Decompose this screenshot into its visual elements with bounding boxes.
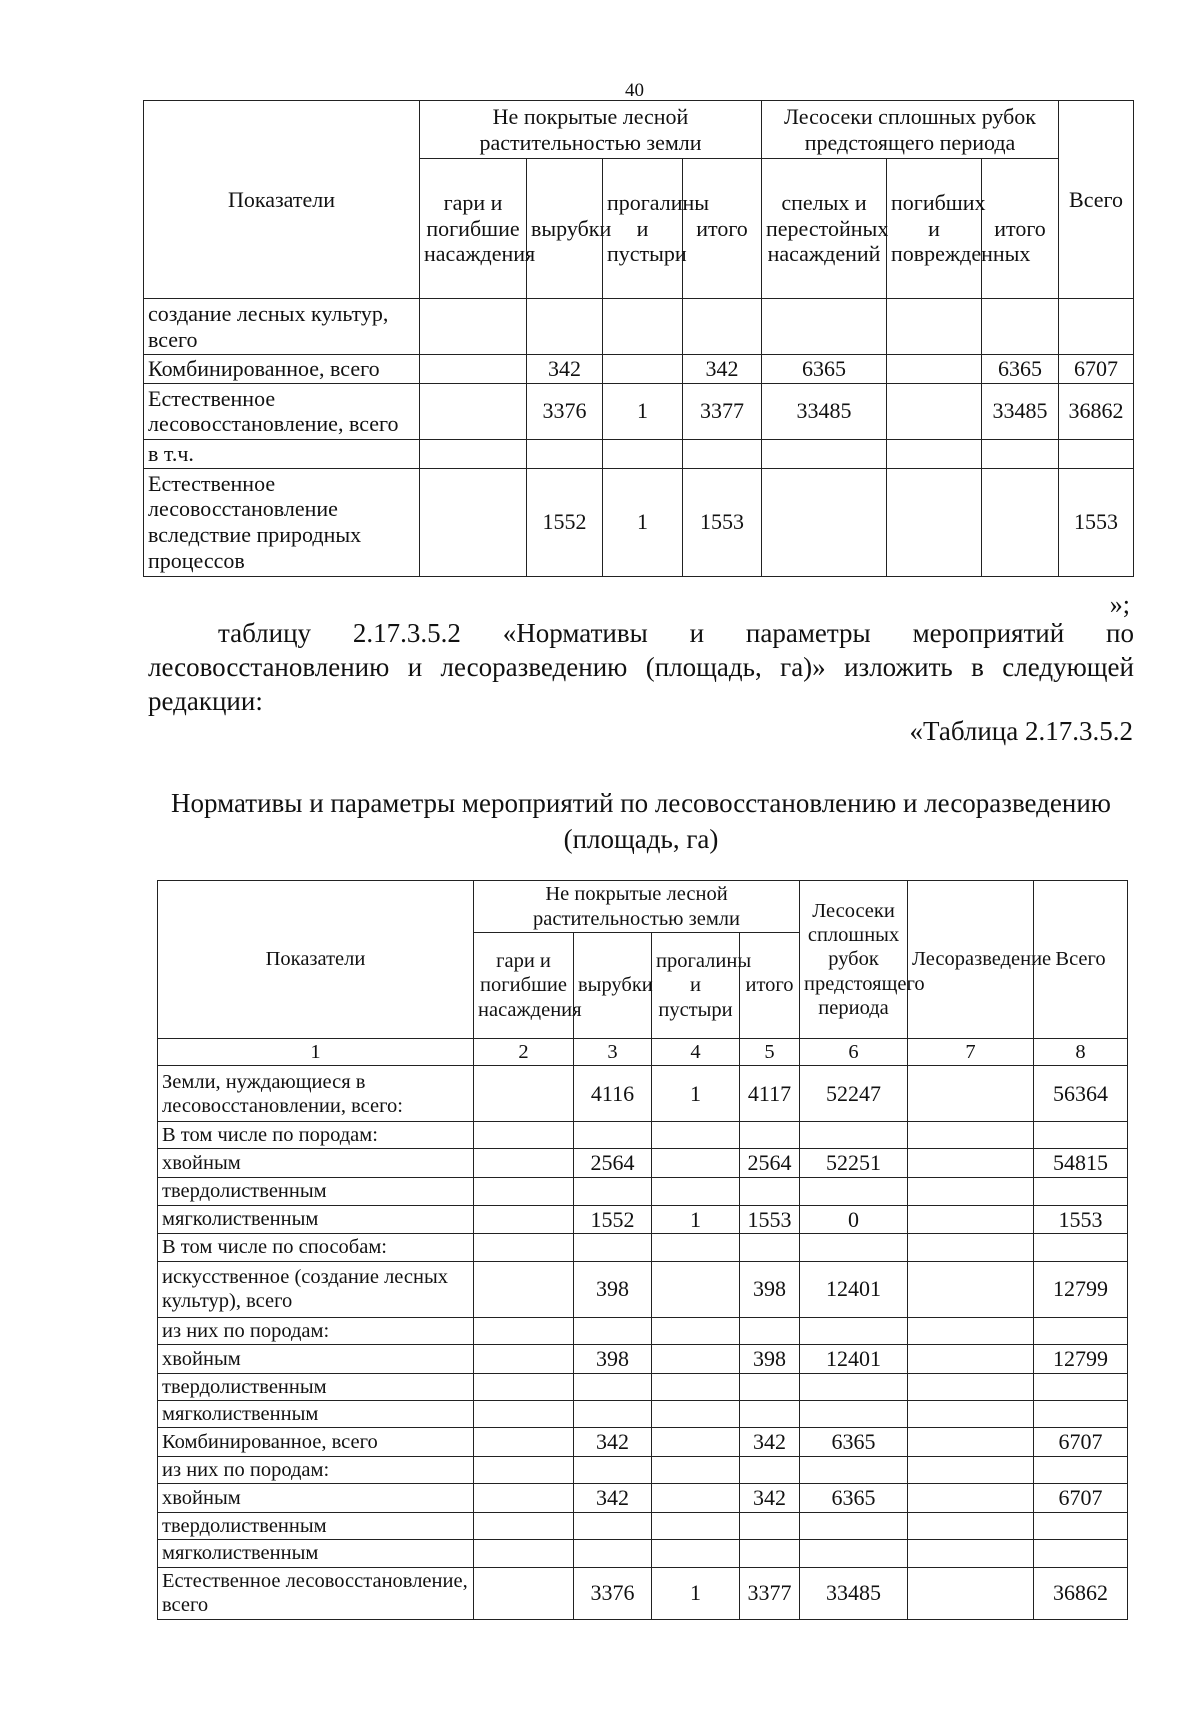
table-row bbox=[158, 1567, 1128, 1619]
cell-glades: 1 bbox=[652, 1205, 740, 1234]
cell-burns bbox=[474, 1484, 574, 1513]
cell-subtotal bbox=[740, 1513, 800, 1540]
cell-total: 36862 bbox=[1034, 1567, 1128, 1619]
cell-burns bbox=[420, 383, 527, 439]
t1-header-uncovered: Не покрытые лесной растительностью земли bbox=[420, 101, 762, 159]
table-title-line-2: (площадь, га) bbox=[563, 824, 719, 854]
row-label: твердолиственным bbox=[158, 1513, 474, 1540]
cell-glades bbox=[652, 1400, 740, 1427]
row-label: хвойным bbox=[158, 1484, 474, 1513]
cell-afforestation bbox=[908, 1540, 1034, 1567]
cell-burns bbox=[474, 1234, 574, 1261]
table-row bbox=[158, 1540, 1128, 1567]
table-row bbox=[158, 1317, 1128, 1344]
cell-afforestation bbox=[908, 1205, 1034, 1234]
row-label: В том числе по породам: bbox=[158, 1122, 474, 1149]
table-row bbox=[158, 1344, 1128, 1373]
table-row bbox=[158, 1400, 1128, 1427]
col-number: 3 bbox=[574, 1039, 652, 1066]
cell-subtotal2 bbox=[982, 468, 1059, 576]
cell-subtotal bbox=[740, 1540, 800, 1567]
cell-subtotal1: 1553 bbox=[683, 468, 762, 576]
t1-header-subtotal2: итого bbox=[982, 159, 1059, 299]
table-row bbox=[158, 1261, 1128, 1317]
row-label: создание лесных культур, всего bbox=[144, 299, 420, 355]
cell-total bbox=[1034, 1178, 1128, 1205]
cell-glades bbox=[652, 1234, 740, 1261]
cell-total bbox=[1034, 1373, 1128, 1400]
cell-glades bbox=[652, 1484, 740, 1513]
cell-total: 6707 bbox=[1059, 355, 1134, 384]
cell-subtotal: 3377 bbox=[740, 1567, 800, 1619]
row-label: хвойным bbox=[158, 1149, 474, 1178]
cell-cuttings bbox=[574, 1400, 652, 1427]
cell-glades: 1 bbox=[652, 1066, 740, 1122]
cell-glades bbox=[652, 1428, 740, 1457]
cell-felling: 6365 bbox=[800, 1428, 908, 1457]
cell-burns bbox=[474, 1400, 574, 1427]
table-row bbox=[144, 299, 1134, 355]
t1-header-total: Всего bbox=[1059, 101, 1134, 299]
cell-glades bbox=[652, 1457, 740, 1484]
table-title bbox=[148, 785, 1134, 857]
cell-subtotal: 342 bbox=[740, 1484, 800, 1513]
cell-glades bbox=[652, 1317, 740, 1344]
row-label: В том числе по способам: bbox=[158, 1234, 474, 1261]
column-numbers-row bbox=[158, 1039, 1128, 1066]
cell-felling bbox=[800, 1540, 908, 1567]
t1-header-indicators: Показатели bbox=[144, 101, 420, 299]
cell-subtotal2 bbox=[982, 439, 1059, 468]
cell-afforestation bbox=[908, 1122, 1034, 1149]
paragraph-line-2: лесовосстановлению и лесоразведению (площадь, га)» изложить в следующей редакции: bbox=[148, 652, 1134, 716]
row-label: Комбинированное, всего bbox=[158, 1428, 474, 1457]
cell-afforestation bbox=[908, 1149, 1034, 1178]
cell-afforestation bbox=[908, 1400, 1034, 1427]
cell-cuttings bbox=[574, 1317, 652, 1344]
cell-total: 1553 bbox=[1034, 1205, 1128, 1234]
row-label: в т.ч. bbox=[144, 439, 420, 468]
cell-glades bbox=[652, 1149, 740, 1178]
cell-burns bbox=[474, 1261, 574, 1317]
cell-felling bbox=[800, 1234, 908, 1261]
t2-header-glades: прогалины и пустыри bbox=[652, 933, 740, 1039]
cell-cuttings bbox=[527, 439, 603, 468]
cell-subtotal: 4117 bbox=[740, 1066, 800, 1122]
cell-afforestation bbox=[908, 1261, 1034, 1317]
row-label: Естественное лесовосстановление, всего bbox=[144, 383, 420, 439]
cell-subtotal2 bbox=[982, 299, 1059, 355]
t2-header-burns: гари и погибшие насаждения bbox=[474, 933, 574, 1039]
cell-dead bbox=[887, 439, 982, 468]
cell-cuttings bbox=[574, 1540, 652, 1567]
cell-cuttings bbox=[574, 1513, 652, 1540]
row-label: Земли, нуждающиеся в лесовосстановлении, всего: bbox=[158, 1066, 474, 1122]
cell-total bbox=[1059, 439, 1134, 468]
col-number: 4 bbox=[652, 1039, 740, 1066]
t2-header-cuttings: вырубки bbox=[574, 933, 652, 1039]
table-row bbox=[158, 1428, 1128, 1457]
cell-cuttings: 342 bbox=[527, 355, 603, 384]
cell-afforestation bbox=[908, 1344, 1034, 1373]
cell-total: 54815 bbox=[1034, 1149, 1128, 1178]
cell-dead bbox=[887, 355, 982, 384]
cell-subtotal bbox=[740, 1457, 800, 1484]
cell-total bbox=[1034, 1513, 1128, 1540]
t2-header-indicators: Показатели bbox=[158, 881, 474, 1039]
table-row bbox=[158, 1484, 1128, 1513]
cell-cuttings: 342 bbox=[574, 1428, 652, 1457]
cell-felling bbox=[800, 1178, 908, 1205]
cell-felling bbox=[800, 1373, 908, 1400]
cell-total: 56364 bbox=[1034, 1066, 1128, 1122]
cell-subtotal2: 33485 bbox=[982, 383, 1059, 439]
table-row bbox=[158, 1457, 1128, 1484]
cell-felling: 0 bbox=[800, 1205, 908, 1234]
t1-header-glades: прогалины и пустыри bbox=[603, 159, 683, 299]
table-row bbox=[158, 1066, 1128, 1122]
cell-glades bbox=[603, 355, 683, 384]
table-row bbox=[144, 439, 1134, 468]
page-number: 40 bbox=[625, 80, 644, 101]
cell-total: 6707 bbox=[1034, 1484, 1128, 1513]
cell-burns bbox=[474, 1513, 574, 1540]
table-row bbox=[158, 1178, 1128, 1205]
row-label: из них по породам: bbox=[158, 1457, 474, 1484]
amendment-paragraph bbox=[148, 616, 1134, 718]
cell-cuttings: 1552 bbox=[574, 1205, 652, 1234]
cell-burns bbox=[420, 439, 527, 468]
cell-glades: 1 bbox=[603, 383, 683, 439]
cell-glades bbox=[652, 1122, 740, 1149]
cell-burns bbox=[474, 1457, 574, 1484]
row-label: хвойным bbox=[158, 1344, 474, 1373]
cell-mature bbox=[762, 439, 887, 468]
cell-subtotal: 1553 bbox=[740, 1205, 800, 1234]
t2-header-felling: Лесосеки сплошных рубок предстоящего периода bbox=[800, 881, 908, 1039]
cell-felling: 52247 bbox=[800, 1066, 908, 1122]
t1-header-dead: погибших и поврежденных bbox=[887, 159, 982, 299]
table-row bbox=[158, 1373, 1128, 1400]
table-row bbox=[158, 1205, 1128, 1234]
table-2 bbox=[157, 880, 1128, 1620]
cell-glades: 1 bbox=[603, 468, 683, 576]
table-row bbox=[144, 383, 1134, 439]
cell-felling bbox=[800, 1457, 908, 1484]
paragraph-line-1: таблицу 2.17.3.5.2 «Нормативы и параметры мероприятий по bbox=[218, 618, 1134, 648]
cell-total bbox=[1034, 1317, 1128, 1344]
row-label: твердолиственным bbox=[158, 1373, 474, 1400]
cell-felling: 12401 bbox=[800, 1344, 908, 1373]
cell-felling bbox=[800, 1513, 908, 1540]
cell-subtotal: 398 bbox=[740, 1344, 800, 1373]
cell-afforestation bbox=[908, 1066, 1034, 1122]
cell-mature: 33485 bbox=[762, 383, 887, 439]
cell-afforestation bbox=[908, 1373, 1034, 1400]
cell-afforestation bbox=[908, 1234, 1034, 1261]
col-number: 8 bbox=[1034, 1039, 1128, 1066]
cell-subtotal: 2564 bbox=[740, 1149, 800, 1178]
cell-total: 6707 bbox=[1034, 1428, 1128, 1457]
cell-cuttings bbox=[574, 1457, 652, 1484]
row-label: искусственное (создание лесных культур), всего bbox=[158, 1261, 474, 1317]
cell-burns bbox=[474, 1149, 574, 1178]
table-title-line-1: Нормативы и параметры мероприятий по лесовосстановлению и лесоразведению bbox=[171, 788, 1111, 818]
cell-burns bbox=[474, 1540, 574, 1567]
cell-felling: 52251 bbox=[800, 1149, 908, 1178]
table-row bbox=[158, 1149, 1128, 1178]
cell-subtotal1 bbox=[683, 439, 762, 468]
cell-burns bbox=[474, 1317, 574, 1344]
cell-burns bbox=[474, 1428, 574, 1457]
cell-total bbox=[1034, 1457, 1128, 1484]
cell-cuttings: 398 bbox=[574, 1261, 652, 1317]
cell-burns bbox=[474, 1344, 574, 1373]
cell-burns bbox=[420, 355, 527, 384]
cell-cuttings: 2564 bbox=[574, 1149, 652, 1178]
cell-felling: 6365 bbox=[800, 1484, 908, 1513]
cell-burns bbox=[420, 299, 527, 355]
cell-subtotal: 398 bbox=[740, 1261, 800, 1317]
cell-cuttings: 342 bbox=[574, 1484, 652, 1513]
col-number: 1 bbox=[158, 1039, 474, 1066]
cell-cuttings bbox=[574, 1122, 652, 1149]
cell-glades bbox=[652, 1344, 740, 1373]
cell-cuttings: 3376 bbox=[574, 1567, 652, 1619]
t1-header-subtotal1: итого bbox=[683, 159, 762, 299]
table-1 bbox=[143, 100, 1134, 577]
t2-header-total: Всего bbox=[1034, 881, 1128, 1039]
cell-burns bbox=[474, 1066, 574, 1122]
cell-subtotal2: 6365 bbox=[982, 355, 1059, 384]
cell-glades bbox=[603, 439, 683, 468]
cell-total: 12799 bbox=[1034, 1261, 1128, 1317]
row-label: из них по породам: bbox=[158, 1317, 474, 1344]
table-row bbox=[144, 355, 1134, 384]
t2-header-afforestation: Лесоразведение bbox=[908, 881, 1034, 1039]
cell-subtotal bbox=[740, 1122, 800, 1149]
row-label: мягколиственным bbox=[158, 1400, 474, 1427]
row-label: Естественное лесовосстановление вследствие природных процессов bbox=[144, 468, 420, 576]
cell-cuttings bbox=[527, 299, 603, 355]
cell-burns bbox=[474, 1122, 574, 1149]
row-label: Комбинированное, всего bbox=[144, 355, 420, 384]
cell-total bbox=[1034, 1234, 1128, 1261]
cell-burns bbox=[474, 1205, 574, 1234]
table-row bbox=[158, 1122, 1128, 1149]
col-number: 5 bbox=[740, 1039, 800, 1066]
t1-header-mature: спелых и перестойных насаждений bbox=[762, 159, 887, 299]
cell-total bbox=[1059, 299, 1134, 355]
col-number: 2 bbox=[474, 1039, 574, 1066]
cell-felling bbox=[800, 1317, 908, 1344]
cell-burns bbox=[474, 1567, 574, 1619]
cell-mature bbox=[762, 468, 887, 576]
cell-cuttings: 398 bbox=[574, 1344, 652, 1373]
t2-header-uncovered: Не покрытые лесной растительностью земли bbox=[474, 881, 800, 933]
row-label: мягколиственным bbox=[158, 1205, 474, 1234]
cell-afforestation bbox=[908, 1428, 1034, 1457]
cell-subtotal: 342 bbox=[740, 1428, 800, 1457]
cell-afforestation bbox=[908, 1484, 1034, 1513]
cell-glades: 1 bbox=[652, 1567, 740, 1619]
table-row bbox=[144, 468, 1134, 576]
cell-cuttings: 3376 bbox=[527, 383, 603, 439]
cell-subtotal bbox=[740, 1178, 800, 1205]
cell-total bbox=[1034, 1122, 1128, 1149]
cell-glades bbox=[652, 1513, 740, 1540]
table-2-body bbox=[158, 1066, 1128, 1619]
row-label: твердолиственным bbox=[158, 1178, 474, 1205]
cell-subtotal bbox=[740, 1373, 800, 1400]
t1-header-burns: гари и погибшие насаждения bbox=[420, 159, 527, 299]
table-row bbox=[158, 1513, 1128, 1540]
cell-glades bbox=[603, 299, 683, 355]
cell-dead bbox=[887, 383, 982, 439]
cell-glades bbox=[652, 1373, 740, 1400]
cell-subtotal bbox=[740, 1234, 800, 1261]
col-number: 6 bbox=[800, 1039, 908, 1066]
cell-mature: 6365 bbox=[762, 355, 887, 384]
t1-header-felling: Лесосеки сплошных рубок предстоящего периода bbox=[762, 101, 1059, 159]
cell-total: 1553 bbox=[1059, 468, 1134, 576]
table-row bbox=[158, 1234, 1128, 1261]
cell-glades bbox=[652, 1178, 740, 1205]
cell-felling bbox=[800, 1122, 908, 1149]
row-label: Естественное лесовосстановление, всего bbox=[158, 1567, 474, 1619]
t1-header-cuttings: вырубки bbox=[527, 159, 603, 299]
cell-afforestation bbox=[908, 1317, 1034, 1344]
cell-dead bbox=[887, 299, 982, 355]
col-number: 7 bbox=[908, 1039, 1034, 1066]
cell-burns bbox=[474, 1373, 574, 1400]
cell-subtotal1 bbox=[683, 299, 762, 355]
cell-burns bbox=[420, 468, 527, 576]
cell-total: 36862 bbox=[1059, 383, 1134, 439]
cell-total bbox=[1034, 1540, 1128, 1567]
cell-felling bbox=[800, 1400, 908, 1427]
cell-total bbox=[1034, 1400, 1128, 1427]
cell-cuttings bbox=[574, 1373, 652, 1400]
cell-afforestation bbox=[908, 1457, 1034, 1484]
cell-burns bbox=[474, 1178, 574, 1205]
cell-cuttings: 1552 bbox=[527, 468, 603, 576]
cell-afforestation bbox=[908, 1513, 1034, 1540]
cell-felling: 12401 bbox=[800, 1261, 908, 1317]
cell-felling: 33485 bbox=[800, 1567, 908, 1619]
cell-glades bbox=[652, 1540, 740, 1567]
cell-cuttings bbox=[574, 1234, 652, 1261]
cell-total: 12799 bbox=[1034, 1344, 1128, 1373]
cell-dead bbox=[887, 468, 982, 576]
cell-afforestation bbox=[908, 1178, 1034, 1205]
row-label: мягколиственным bbox=[158, 1540, 474, 1567]
closing-quote: »; bbox=[1109, 590, 1130, 619]
t2-header-subtotal: итого bbox=[740, 933, 800, 1039]
cell-afforestation bbox=[908, 1567, 1034, 1619]
cell-cuttings bbox=[574, 1178, 652, 1205]
cell-subtotal bbox=[740, 1317, 800, 1344]
cell-subtotal bbox=[740, 1400, 800, 1427]
cell-subtotal1: 342 bbox=[683, 355, 762, 384]
cell-cuttings: 4116 bbox=[574, 1066, 652, 1122]
cell-glades bbox=[652, 1261, 740, 1317]
cell-subtotal1: 3377 bbox=[683, 383, 762, 439]
table-caption: «Таблица 2.17.3.5.2 bbox=[909, 716, 1133, 746]
cell-mature bbox=[762, 299, 887, 355]
